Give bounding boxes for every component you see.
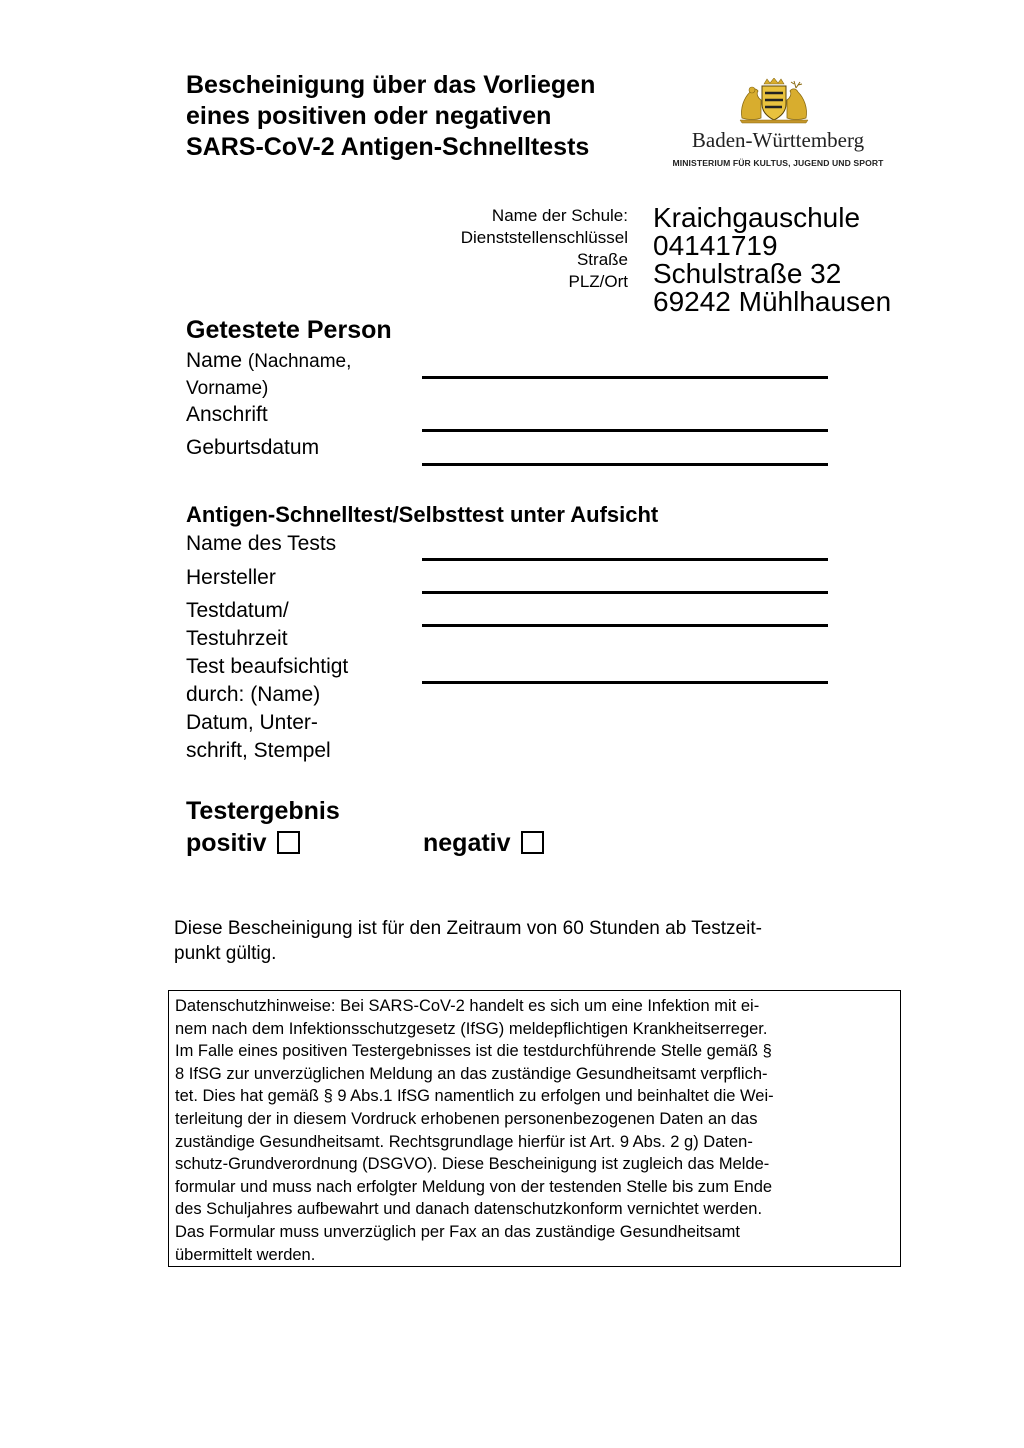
- test-date-label: Testdatum/: [186, 599, 289, 622]
- ministry-logo: [662, 78, 894, 174]
- privacy-line: schutz-Grundverordnung (DSGVO). Diese Bescheinigung ist zugleich das Melde-: [175, 1155, 770, 1174]
- school-key-label: Dienststellenschlüssel: [460, 228, 628, 247]
- birthdate-label: Geburtsdatum: [186, 436, 320, 459]
- supervised-label-3: Datum, Unter-: [186, 711, 318, 734]
- school-values: [653, 204, 973, 316]
- privacy-line: nem nach dem Infektionsschutzgesetz (IfSG) meldepflichtigen Krankheitserreger.: [175, 1019, 768, 1038]
- name-label-hint: (Nachname,: [247, 351, 352, 372]
- privacy-line: formular und muss nach erfolgter Meldung von der testenden Stelle bis zum Ende: [175, 1177, 773, 1196]
- school-city-value: 69242 Mühlhausen: [653, 286, 892, 317]
- test-time-label: Testuhrzeit: [186, 627, 288, 650]
- school-name-value: Kraichgauschule: [653, 202, 861, 233]
- school-city-label: PLZ/Ort: [568, 272, 628, 291]
- result-heading: Testergebnis: [186, 797, 340, 825]
- positive-option[interactable]: [186, 829, 300, 858]
- validity-note: [174, 916, 874, 966]
- negative-checkbox[interactable]: [521, 831, 544, 854]
- supervised-label-4: schrift, Stempel: [186, 739, 331, 762]
- validity-line: Diese Bescheinigung ist für den Zeitraum von 60 Stunden ab Testzeit-: [174, 918, 762, 939]
- person-heading: Getestete Person: [186, 316, 392, 344]
- school-labels: [410, 205, 628, 293]
- privacy-line: Im Falle eines positiven Testergebnisses ist die testdurchführende Stelle gemäß §: [175, 1042, 772, 1061]
- privacy-line: des Schuljahres aufbewahrt und danach datenschutzkonform vernichtet werden.: [175, 1200, 763, 1219]
- name-label-hint-2: Vorname): [186, 378, 269, 399]
- document-title: [186, 70, 656, 163]
- address-label: Anschrift: [186, 403, 268, 426]
- title-line-3: SARS-CoV-2 Antigen-Schnelltests: [186, 133, 590, 161]
- test-name-field[interactable]: [422, 558, 828, 561]
- title-line-1: Bescheinigung über das Vorliegen: [186, 71, 596, 99]
- name-label: [186, 348, 416, 402]
- test-name-label: Name des Tests: [186, 532, 337, 555]
- school-street-label: Straße: [576, 250, 628, 269]
- test-datetime-field[interactable]: [422, 624, 828, 627]
- address-field[interactable]: [422, 429, 828, 432]
- privacy-line: Das Formular muss unverzüglich per Fax an das zuständige Gesundheitsamt: [175, 1222, 740, 1241]
- birthdate-field[interactable]: [422, 463, 828, 466]
- school-name-label: Name der Schule:: [491, 206, 628, 225]
- coat-of-arms-icon: [734, 78, 814, 124]
- logo-name: Baden-Württemberg: [691, 128, 865, 152]
- privacy-line: tet. Dies hat gemäß § 9 Abs.1 IfSG namentlich zu erfolgen und beinhaltet die Wei-: [175, 1087, 774, 1106]
- supervised-field[interactable]: [422, 681, 828, 684]
- privacy-line: 8 IfSG zur unverzüglichen Meldung an das zuständige Gesundheitsamt verpflich-: [175, 1064, 768, 1083]
- privacy-line: zuständige Gesundheitsamt. Rechtsgrundlage hierfür ist Art. 9 Abs. 2 g) Daten-: [175, 1132, 753, 1151]
- logo-subtitle: MINISTERIUM FÜR KULTUS, JUGEND UND SPORT: [672, 158, 884, 168]
- privacy-line: Datenschutzhinweise: Bei SARS-CoV-2 handelt es sich um eine Infektion mit ei-: [175, 997, 760, 1015]
- name-label-main: Name: [186, 349, 243, 372]
- test-datetime-label: [186, 597, 289, 653]
- privacy-notice-box: [168, 990, 901, 1267]
- privacy-line: terleitung der in diesem Vordruck erhobenen personenbezogenen Daten an das: [175, 1109, 758, 1128]
- school-key-value: 04141719: [653, 230, 778, 261]
- negative-option[interactable]: [423, 829, 544, 858]
- name-field[interactable]: [422, 376, 828, 379]
- privacy-line: übermittelt werden.: [175, 1245, 316, 1264]
- title-line-2: eines positiven oder negativen: [186, 102, 552, 130]
- test-heading: Antigen-Schnelltest/Selbsttest unter Aufsicht: [186, 502, 659, 527]
- supervised-label: [186, 653, 348, 765]
- negative-label: negativ: [423, 829, 511, 857]
- manufacturer-label: Hersteller: [186, 566, 276, 589]
- manufacturer-field[interactable]: [422, 591, 828, 594]
- supervised-label-2: durch: (Name): [186, 683, 321, 706]
- positive-label: positiv: [186, 829, 267, 857]
- positive-checkbox[interactable]: [277, 831, 300, 854]
- supervised-label-1: Test beaufsichtigt: [186, 655, 349, 678]
- school-street-value: Schulstraße 32: [653, 258, 842, 289]
- validity-line: punkt gültig.: [174, 943, 277, 964]
